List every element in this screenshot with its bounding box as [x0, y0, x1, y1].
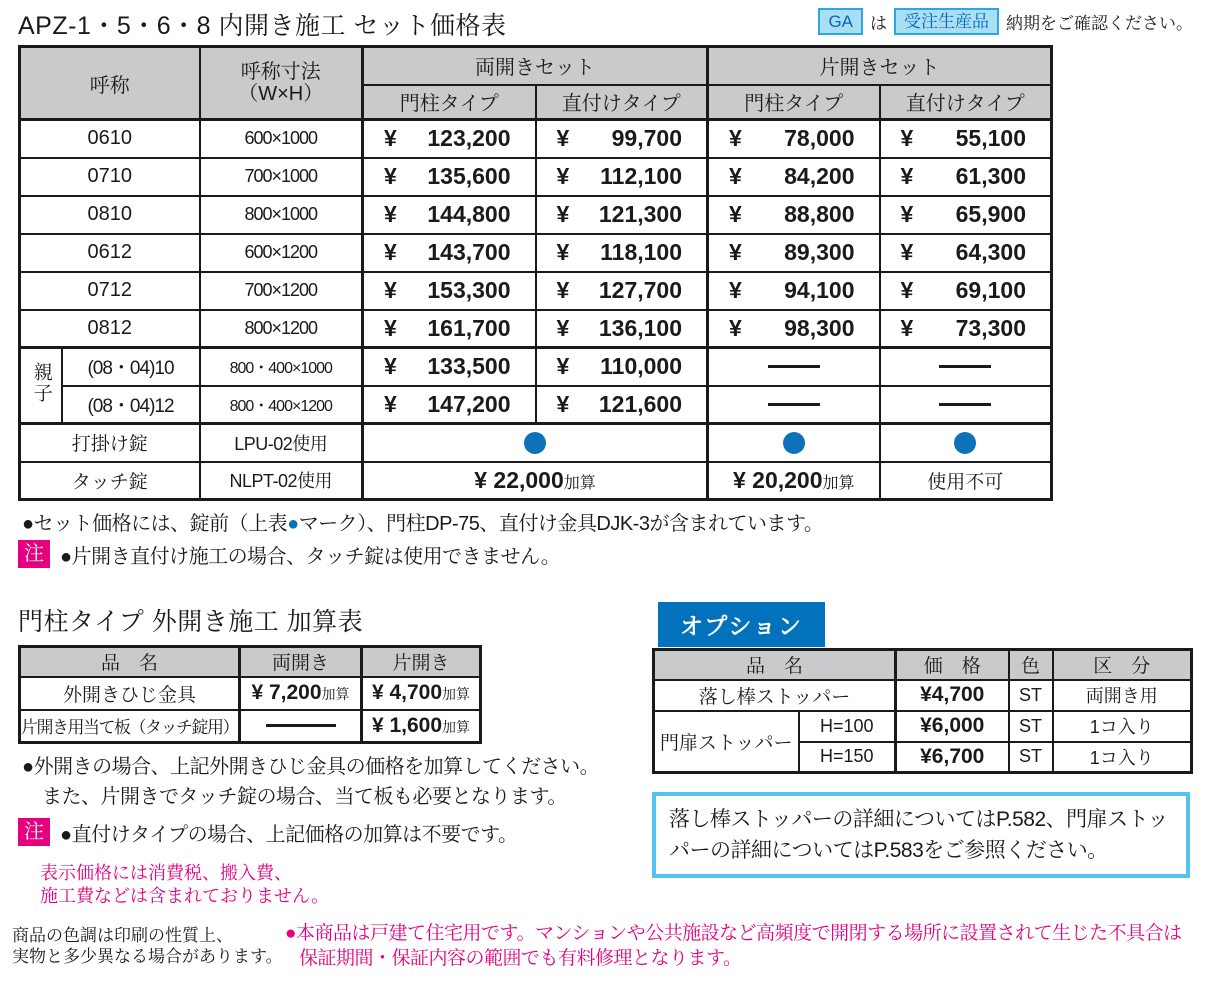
model-cell: 0710 [20, 158, 200, 196]
dash [266, 724, 336, 727]
table-row [20, 677, 481, 710]
size-cell: 800・400×1200 [200, 386, 363, 424]
empty-price-cell [708, 348, 880, 386]
reference-info-box: 落し棒ストッパーの詳細についてはP.582、門扉ストッパーの詳細についてはP.583をご参照ください。 [652, 792, 1190, 878]
option-col-category: 区 分 [1053, 650, 1192, 680]
price-amount: 61,300 [955, 163, 1026, 189]
model-cell: 0810 [20, 196, 200, 234]
option-category-cell: 1コ入り [1053, 711, 1192, 742]
price-cell [364, 125, 535, 152]
group-header-single: 片開きセット [708, 47, 1052, 85]
size-cell: 600×1200 [200, 234, 363, 272]
table-row [20, 120, 1052, 158]
table-row-oyako [20, 386, 1052, 424]
model-cell: 0610 [20, 120, 200, 158]
option-col-color: 色 [1009, 650, 1053, 680]
warranty-note-line2: 保証期間・保証内容の範囲でも有料修理となります。 [299, 948, 742, 969]
set-price-table [18, 45, 1053, 501]
price-amount: 65,900 [955, 201, 1026, 227]
addition-price: ¥ 4,700 [371, 681, 443, 704]
price-amount: 121,600 [598, 390, 682, 417]
price-cell [709, 201, 879, 228]
addition-price-cell [240, 677, 362, 710]
addition-price-suffix: 加算 [442, 718, 471, 735]
option-col-price: 価 格 [896, 650, 1009, 680]
note-set-price [22, 507, 823, 536]
price-cell [364, 201, 535, 228]
model-cell: (08・04)12 [62, 386, 200, 424]
note-outward [22, 752, 599, 812]
col-header-size-line2: （W×H） [238, 83, 324, 105]
price-amount: 123,200 [427, 125, 511, 152]
addition-price: ¥ 1,600 [371, 713, 443, 737]
option-product-cell: 門扉ストッパー [654, 711, 799, 773]
price-cell [364, 315, 535, 342]
note-set-price-pre: ●セット価格には、錠前（上表 [22, 513, 288, 535]
addition-col-double: 両開き [240, 647, 362, 677]
addition-col-product: 品 名 [20, 647, 240, 677]
addition-product-cell: 外開きひじ金具 [20, 677, 240, 710]
warranty-note-line1: ●本商品は戸建て住宅用です。マンションや公共施設など高頻度で開閉する場所に設置されて生じた不具合は [285, 923, 1182, 944]
color-tone-note-line2: 実物と多少異なる場合があります。 [12, 947, 283, 966]
dash [939, 365, 991, 368]
col-header-size-line1: 呼称寸法 [240, 61, 321, 83]
option-color-cell: ST [1009, 680, 1053, 711]
price-amount: 143,700 [427, 239, 511, 265]
size-cell: 800×1200 [200, 310, 363, 348]
lock-name-cell: タッチ錠 [20, 462, 200, 500]
price-cell [881, 239, 1051, 266]
color-tone-note-line1: 商品の色調は印刷の性質上、 [12, 926, 233, 945]
yen-sign: ¥ [384, 277, 397, 303]
header-note [818, 8, 1193, 35]
option-product-cell: 落し棒ストッパー [654, 680, 896, 711]
caution-badge: 注 [18, 818, 50, 846]
option-price-cell: ¥6,700 [896, 742, 1009, 773]
price-amount: 78,000 [784, 125, 855, 152]
oyako-label: 親子 [30, 362, 52, 404]
table-row-lock [20, 462, 1052, 500]
model-cell: (08・04)10 [62, 348, 200, 386]
price-amount: 69,100 [955, 277, 1026, 303]
price-amount: 121,300 [598, 201, 682, 227]
table-row-oyako [20, 348, 1052, 386]
price-amount: 73,300 [955, 314, 1026, 341]
table-row [20, 158, 1052, 196]
option-price-cell: ¥6,000 [896, 711, 1009, 742]
lock-included-dot [783, 432, 805, 454]
table-row [20, 272, 1052, 310]
dash [768, 403, 820, 406]
model-cell: 0812 [20, 310, 200, 348]
page-title: APZ-1・5・6・8 内開き施工 セット価格表 [18, 12, 507, 40]
option-color-cell: ST [1009, 711, 1053, 742]
price-amount: 84,200 [784, 163, 855, 189]
price-cell [709, 125, 879, 152]
size-cell: 700×1000 [200, 158, 363, 196]
yen-sign: ¥ [729, 201, 742, 227]
price-cell [537, 125, 707, 152]
yen-sign: ¥ [556, 201, 570, 227]
price-cell [537, 239, 707, 266]
yen-sign: ¥ [556, 125, 570, 152]
addition-price-suffix: 加算 [442, 686, 471, 702]
price-cell [537, 163, 707, 190]
yen-sign: ¥ [729, 163, 742, 189]
price-cell [537, 201, 707, 228]
lock-included-cell [363, 424, 708, 462]
tax-note-line1: 表示価格には消費税、搬入費、 [40, 863, 292, 883]
size-cell: 600×1000 [200, 120, 363, 158]
yen-sign: ¥ [900, 125, 914, 152]
price-cell [881, 315, 1051, 342]
yen-sign: ¥ [900, 277, 914, 303]
warranty-note [285, 921, 1182, 971]
option-color-cell: ST [1009, 742, 1053, 773]
option-category-cell: 1コ入り [1053, 742, 1192, 773]
yen-sign: ¥ [729, 125, 742, 152]
yen-sign: ¥ [556, 239, 570, 265]
price-cell [881, 125, 1051, 152]
table-row-lock [20, 424, 1052, 462]
price-amount: 110,000 [600, 353, 682, 380]
blue-dot-mark: ● [287, 513, 299, 535]
lock-included-cell [880, 424, 1052, 462]
price-amount: 135,600 [427, 163, 511, 189]
addition-table [18, 645, 482, 744]
yen-sign: ¥ [384, 163, 397, 189]
price-cell [881, 163, 1051, 190]
option-table [652, 648, 1193, 774]
color-tone-note [12, 925, 283, 967]
price-cell [881, 201, 1051, 228]
addition-price-suffix: 加算 [321, 686, 350, 702]
price-amount: 147,200 [427, 390, 511, 417]
caution-badge: 注 [18, 540, 50, 568]
option-price-cell: ¥4,700 [896, 680, 1009, 711]
price-cell [364, 239, 535, 266]
lock-price-cell [363, 462, 708, 500]
yen-sign: ¥ [900, 201, 914, 227]
empty-price-cell [880, 386, 1052, 424]
yen-sign: ¥ [556, 163, 570, 189]
price-amount: 94,100 [784, 277, 855, 303]
sub-header-double-pillar: 門柱タイプ [363, 85, 536, 120]
option-height-cell: H=100 [799, 711, 896, 742]
option-badge: オプション [658, 602, 825, 647]
addition-col-single: 片開き [362, 647, 481, 677]
dash [939, 403, 991, 406]
lock-size-cell: LPU-02使用 [200, 424, 363, 462]
addition-product-cell: 片開き用当て板（タッチ錠用） [20, 710, 240, 743]
table-row [20, 196, 1052, 234]
price-cell [537, 391, 707, 418]
table-row [654, 680, 1192, 711]
note-caution-1-text: ●片開き直付け施工の場合、タッチ錠は使用できません。 [60, 546, 561, 568]
yen-sign: ¥ [384, 239, 397, 265]
lock-unavailable-cell: 使用不可 [880, 462, 1052, 500]
lock-price: ¥ 20,200 [732, 466, 823, 493]
addition-section-title: 門柱タイプ 外開き施工 加算表 [18, 608, 364, 636]
addition-price-cell [362, 710, 481, 743]
dash [768, 365, 820, 368]
price-cell [881, 277, 1051, 304]
sub-header-single-pillar: 門柱タイプ [708, 85, 880, 120]
price-cell [364, 163, 535, 190]
yen-sign: ¥ [729, 314, 742, 341]
lock-price-suffix: 加算 [563, 474, 596, 492]
size-cell: 800×1000 [200, 196, 363, 234]
yen-sign: ¥ [556, 277, 570, 303]
header-note-text: 納期をご確認ください。 [1006, 14, 1193, 33]
size-cell: 700×1200 [200, 272, 363, 310]
col-header-size [200, 47, 363, 120]
yen-sign: ¥ [384, 390, 397, 417]
price-cell [364, 391, 535, 418]
price-amount: 161,700 [427, 314, 511, 341]
option-col-product: 品 名 [654, 650, 896, 680]
yen-sign: ¥ [384, 314, 397, 341]
yen-sign: ¥ [900, 239, 914, 265]
lock-size-cell: NLPT-02使用 [200, 462, 363, 500]
price-cell [364, 277, 535, 304]
price-amount: 98,300 [784, 314, 855, 341]
lock-price-cell [708, 462, 880, 500]
price-amount: 88,800 [784, 201, 855, 227]
empty-price-cell [880, 348, 1052, 386]
addition-price: ¥ 7,200 [251, 681, 322, 704]
option-height-cell: H=150 [799, 742, 896, 773]
tax-note [40, 862, 329, 908]
yen-sign: ¥ [900, 163, 914, 189]
price-cell [709, 239, 879, 266]
price-amount: 64,300 [955, 239, 1026, 265]
sub-header-single-direct: 直付けタイプ [880, 85, 1052, 120]
model-cell: 0712 [20, 272, 200, 310]
table-row [20, 234, 1052, 272]
yen-sign: ¥ [900, 314, 914, 341]
col-header-model: 呼称 [20, 47, 200, 120]
yen-sign: ¥ [729, 239, 742, 265]
oyako-label-cell [20, 348, 62, 424]
note-set-price-post: マーク）、門柱DP-75、直付け金具DJK-3が含まれています。 [298, 513, 824, 535]
price-cell [537, 277, 707, 304]
tax-note-line2: 施工費などは含まれておりません。 [40, 886, 330, 906]
note-outward-line2: また、片開きでタッチ錠の場合、当て板も必要となります。 [42, 786, 567, 808]
price-amount: 153,300 [427, 277, 511, 303]
table-row [654, 711, 1192, 742]
price-amount: 112,100 [600, 163, 682, 189]
price-cell [709, 163, 879, 190]
yen-sign: ¥ [384, 353, 397, 380]
price-amount: 144,800 [427, 201, 511, 227]
price-amount: 55,100 [955, 125, 1026, 152]
price-amount: 118,100 [600, 239, 682, 265]
price-amount: 136,100 [598, 314, 682, 341]
yen-sign: ¥ [556, 314, 570, 341]
yen-sign: ¥ [729, 277, 742, 303]
table-row [20, 710, 481, 743]
model-cell: 0612 [20, 234, 200, 272]
group-header-double: 両開きセット [363, 47, 708, 85]
ga-badge: GA [818, 8, 863, 35]
price-cell [709, 315, 879, 342]
option-category-cell: 両開き用 [1053, 680, 1192, 711]
lock-included-dot [954, 432, 976, 454]
price-amount: 99,700 [611, 125, 682, 152]
lock-name-cell: 打掛け錠 [20, 424, 200, 462]
price-amount: 133,500 [427, 353, 511, 380]
yen-sign: ¥ [556, 353, 570, 380]
header-note-particle: は [870, 14, 887, 33]
lock-included-cell [708, 424, 880, 462]
yen-sign: ¥ [556, 390, 570, 417]
price-amount: 89,300 [784, 239, 855, 265]
addition-price-cell [362, 677, 481, 710]
note-caution-2 [18, 818, 517, 847]
price-cell [364, 353, 535, 380]
made-to-order-badge: 受注生産品 [894, 8, 999, 35]
table-row [20, 310, 1052, 348]
note-caution-2-text: ●直付けタイプの場合、上記価格の加算は不要です。 [60, 824, 518, 846]
size-cell: 800・400×1000 [200, 348, 363, 386]
price-cell [537, 353, 707, 380]
yen-sign: ¥ [384, 201, 397, 227]
price-cell [537, 315, 707, 342]
lock-price: ¥ 22,000 [474, 466, 564, 493]
sub-header-double-direct: 直付けタイプ [536, 85, 708, 120]
lock-included-dot [524, 432, 546, 454]
price-cell [709, 277, 879, 304]
yen-sign: ¥ [384, 125, 397, 152]
addition-empty-cell [240, 710, 362, 743]
note-caution-1 [18, 540, 560, 569]
lock-price-suffix: 加算 [822, 474, 855, 492]
empty-price-cell [708, 386, 880, 424]
note-outward-line1: ●外開きの場合、上記外開きひじ金具の価格を加算してください。 [22, 756, 600, 778]
price-amount: 127,700 [598, 277, 682, 303]
